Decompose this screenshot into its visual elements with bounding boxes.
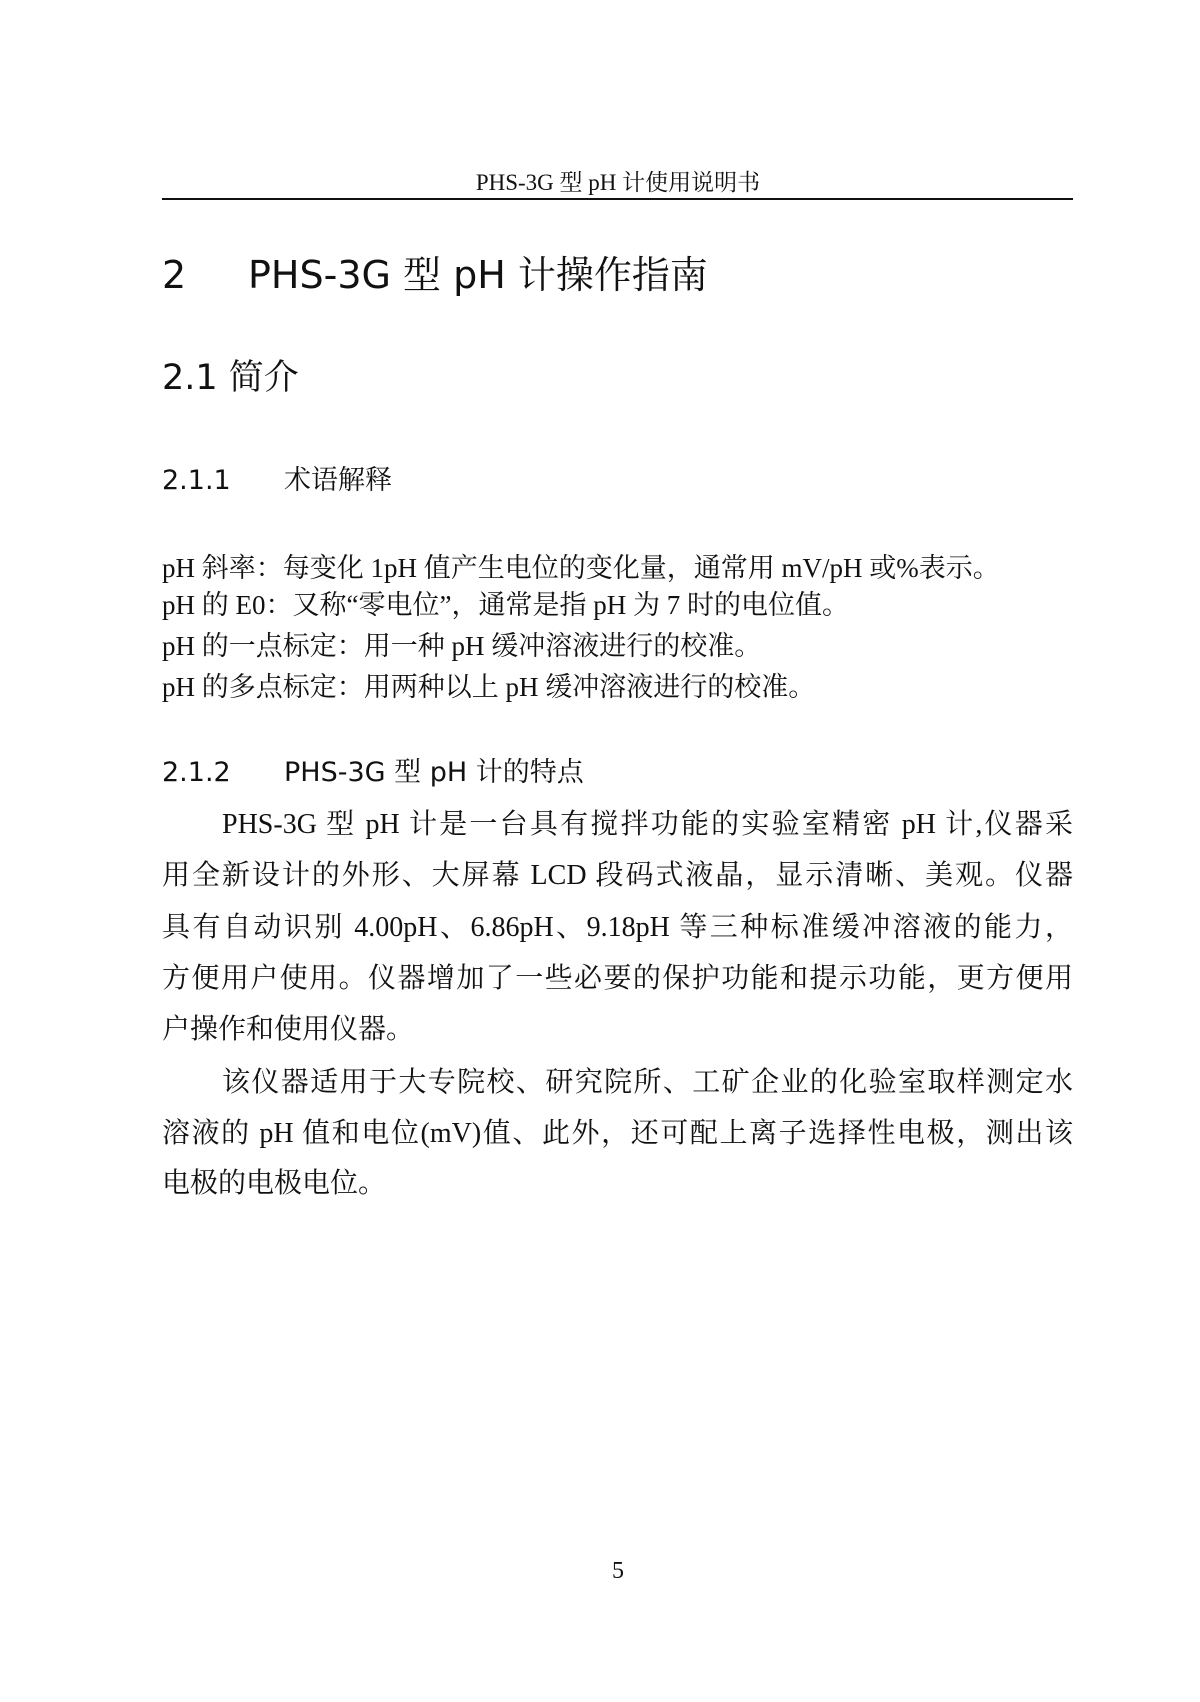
paragraph-line: PHS-3G 型 pH 计是一台具有搅拌功能的实验室精密 pH 计,仪器采	[222, 809, 1073, 840]
paragraph-line: 溶液的 pH 值和电位(mV)值、此外，还可配上离子选择性电极，测出该	[162, 1118, 1073, 1149]
term-line: pH 的一点标定：用一种 pH 缓冲溶液进行的校准。	[162, 631, 762, 661]
chapter-number: 2	[162, 253, 187, 297]
paragraph-line: 用全新设计的外形、大屏幕 LCD 段码式液晶，显示清晰、美观。仪器	[162, 860, 1073, 891]
chapter-heading	[162, 244, 708, 299]
paragraph-line: 该仪器适用于大专院校、研究院所、工矿企业的化验室取样测定水	[222, 1067, 1073, 1098]
running-header: PHS-3G 型 pH 计使用说明书	[475, 170, 761, 195]
paragraph-line: 电极的电极电位。	[162, 1168, 387, 1199]
paragraph-line: 户操作和使用仪器。	[162, 1014, 415, 1045]
paragraph-line: 具有自动识别 4.00pH、6.86pH、9.18pH 等三种标准缓冲溶液的能力，	[162, 912, 1073, 943]
subsection-number: 2.1.2	[162, 757, 231, 788]
term-line: pH 的 E0：又称“零电位”，通常是指 pH 为 7 时的电位值。	[162, 590, 849, 620]
section-heading: 2.1 简介	[162, 358, 299, 398]
chapter-title: PHS-3G 型 pH 计操作指南	[248, 253, 708, 297]
subsection-heading-terms	[162, 458, 392, 497]
subsection-title: PHS-3G 型 pH 计的特点	[284, 757, 584, 788]
subsection-title: 术语解释	[284, 465, 392, 496]
page-number: 5	[612, 1558, 624, 1584]
term-line: pH 斜率：每变化 1pH 值产生电位的变化量，通常用 mV/pH 或%表示。	[162, 553, 1000, 583]
subsection-number: 2.1.1	[162, 465, 231, 496]
header-rule	[162, 198, 1073, 200]
paragraph-line: 方便用户使用。仪器增加了一些必要的保护功能和提示功能，更方便用	[162, 963, 1073, 994]
term-line: pH 的多点标定：用两种以上 pH 缓冲溶液进行的校准。	[162, 672, 816, 702]
subsection-heading-features	[162, 750, 584, 789]
